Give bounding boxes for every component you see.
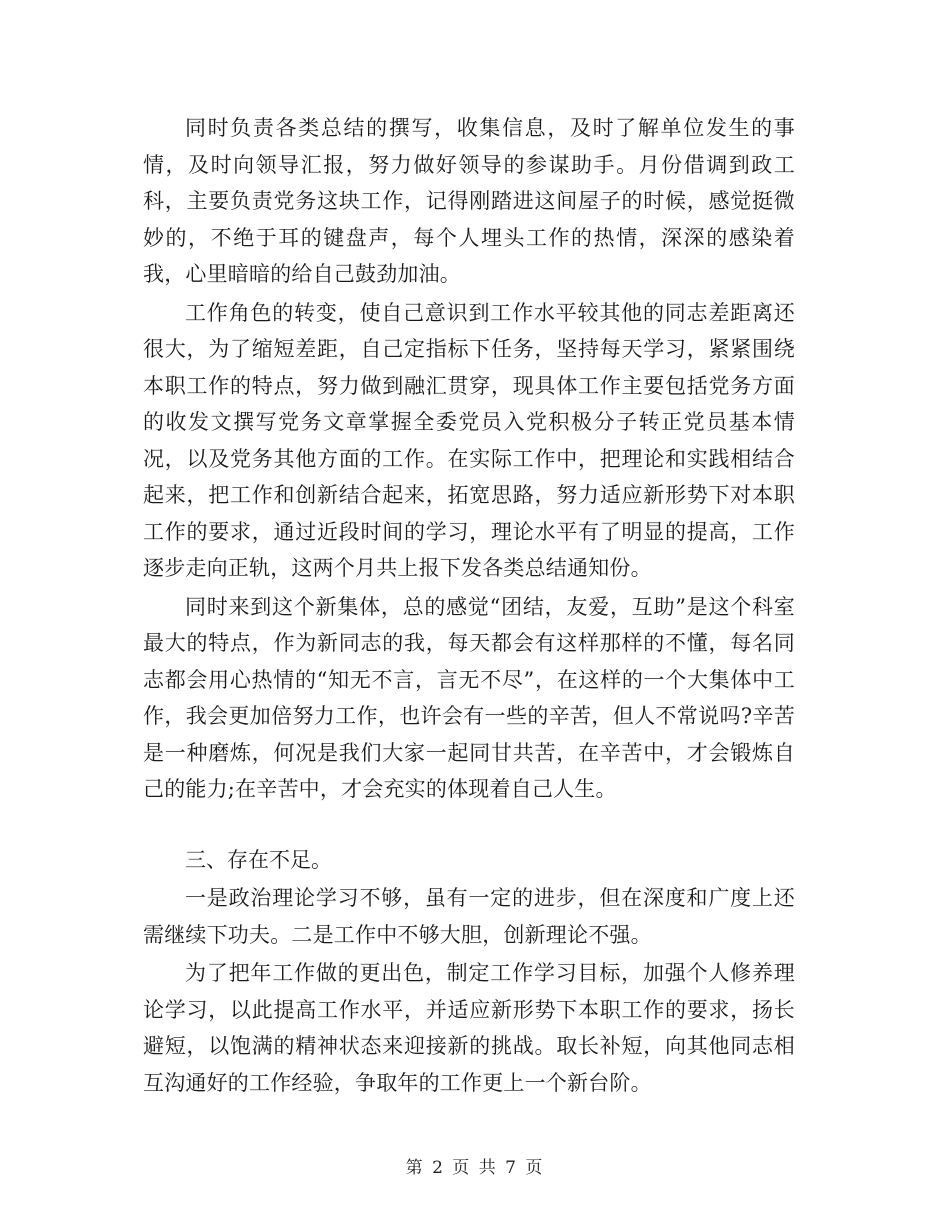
document-body [143, 110, 795, 1101]
paragraph-role-change: 工作角色的转变，使自己意识到工作水平较其他的同志差距离还很大，为了缩短差距，自己定指标下任务，坚持每天学习，紧紧围绕本职工作的特点，努力做到融汇贯穿，现具体工作主要包括党务方面的收发文撰写党务文章掌握全委党员入党积极分子转正党员基本情况，以及党务其他方面的工作。在实际工作中，把理论和实践相结合起来，把工作和创新结合起来，拓宽思路，努力适应新形势下对本职工作的要求，通过近段时间的学习，理论水平有了明显的提高，工作逐步走向正轨，这两个月共上报下发各类总结通知份。 [143, 300, 795, 580]
page-number-footer: 第 2 页 共 7 页 [405, 1158, 545, 1178]
paragraph-goals: 为了把年工作做的更出色，制定工作学习目标，加强个人修养理论学习，以此提高工作水平，并适应新形势下本职工作的要求，扬长避短，以饱满的精神状态来迎接新的挑战。取长补短，向其他同志相互沟通好的工作经验，争取年的工作更上一个新台阶。 [143, 961, 795, 1095]
paragraph-new-team: 同时来到这个新集体，总的感觉“团结，友爱，互助”是这个科室最大的特点，作为新同志的我，每天都会有这样那样的不懂，每名同志都会用心热情的“知无不言，言无不尽”，在这样的一个大集体中工作，我会更加倍努力工作，也许会有一些的辛苦，但人不常说吗?辛苦是一种磨炼，何况是我们大家一起同甘共苦，在辛苦中，才会锻炼自己的能力;在辛苦中，才会充实的体现着自己人生。 [143, 594, 795, 801]
paragraph-shortcomings: 一是政治理论学习不够，虽有一定的进步，但在深度和广度上还需继续下功夫。二是工作中不够大胆，创新理论不强。 [143, 886, 795, 947]
section-heading-shortcomings: 三、存在不足。 [185, 847, 332, 872]
paragraph-summary-duties: 同时负责各类总结的撰写，收集信息，及时了解单位发生的事情，及时向领导汇报，努力做好领导的参谋助手。月份借调到政工科，主要负责党务这块工作，记得刚踏进这间屋子的时候，感觉挺微妙的，不绝于耳的键盘声，每个人埋头工作的热情，深深的感染着我，心里暗暗的给自己鼓劲加油。 [143, 116, 795, 286]
